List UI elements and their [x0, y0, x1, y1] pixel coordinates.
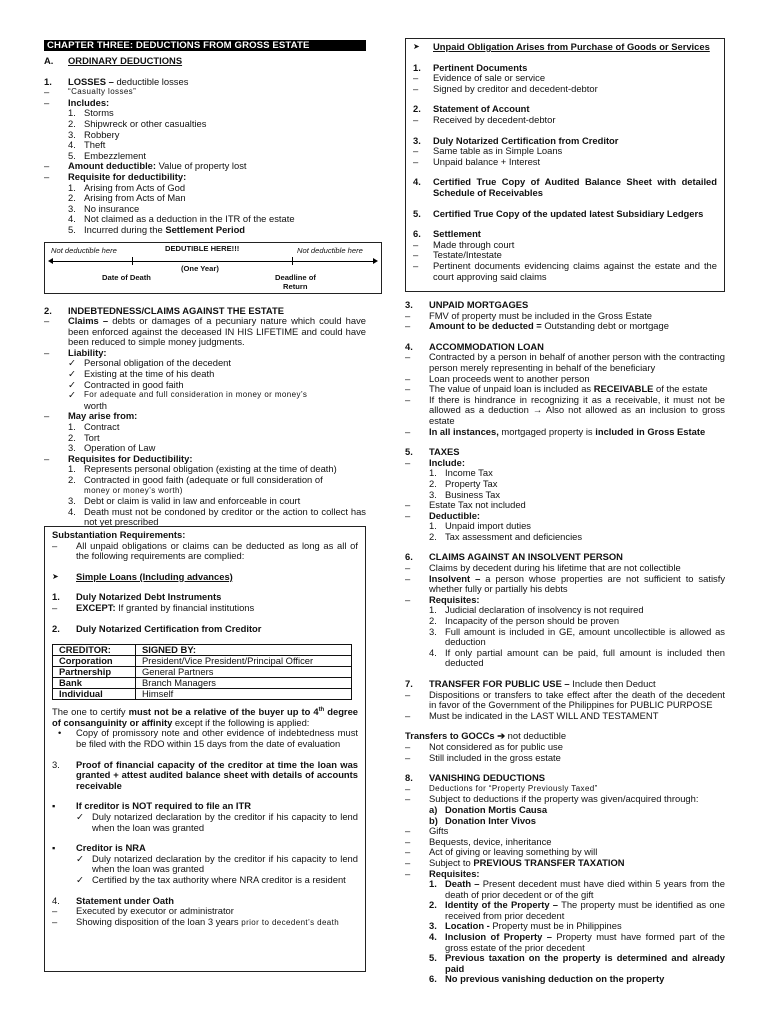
unpaid-item: 1. Pertinent Documents [413, 61, 528, 73]
bullet-line: – FMV of property must be included in the Gross Estate [405, 309, 653, 321]
check-icon: ✓ [76, 811, 84, 823]
list-item: 1. Income Tax [429, 467, 493, 479]
check-icon: ✓ [68, 368, 76, 380]
bullet-line: – Insolvent – a person whose properties are not sufficient to satisfy whether fully or partially his debts [405, 572, 726, 595]
bullet-dot-icon: • [58, 727, 62, 739]
check-icon: ✓ [76, 852, 84, 864]
square-bullet-icon: ▪ [52, 842, 56, 854]
unpaid-obligation-box [405, 38, 725, 292]
table-row: Individual Himself [53, 689, 352, 700]
list-item: 2. Identity of the Property – The property must be identified as one received from prior decedent [429, 899, 725, 921]
list-item: 1. Storms [68, 107, 114, 119]
bullet-line: – Requisites for Deductibility: [44, 452, 193, 464]
list-item: 1. Death – Present decedent must have died within 5 years from the death of prior decedent or of the gift [429, 878, 725, 900]
losses-requisites-list [44, 183, 366, 236]
section-a-heading: A. ORDINARY DEDUCTIONS [44, 55, 183, 66]
list-item: 2. Tax assessment and deficiencies [429, 530, 583, 542]
taxes-heading: 5. TAXES [405, 446, 460, 458]
bullet-line: – If there is hindrance in recognizing it as a receivable, it must not be allowed as a deduction → Also not allowed as an inclusion to gross estate [405, 393, 725, 426]
bullet-line: – Subject to deductions if the property was given/acquired through: [405, 793, 699, 805]
bullet-line: – Claims – debts or damages of a pecuniary nature which could have been enforced against the deceased IN HIS LIFETIME and could have been reduced to simple money judgments. [44, 315, 367, 348]
itr-heading: ▪ If creditor is NOT required to file an ITR [52, 800, 252, 812]
subst-item-2: 2. Duly Notarized Certification from Creditor [52, 622, 262, 634]
bullet-line: – Evidence of sale or service [413, 72, 546, 84]
bullet-line: – Amount deductible: Value of property lost [44, 160, 247, 172]
table-row: Corporation President/Vice President/Principal Officer [53, 656, 352, 667]
check-icon: ✓ [68, 378, 76, 390]
check-item: ✓ For adequate and full consideration in money or money’s [68, 389, 308, 401]
list-item: • Copy of promissory note and other evidence of indebtedness must be filed with the RDO within 15 days from the date of evaluation [58, 727, 358, 750]
deadline-label-line2: Return [283, 281, 308, 291]
right-column [405, 300, 725, 985]
left-arrow-icon [48, 258, 53, 264]
list-item: 2. Incapacity of the person should be proven [429, 615, 620, 627]
bullet-line: – Testate/Intestate [413, 249, 502, 261]
check-icon: ✓ [68, 357, 76, 369]
bullet-line: – Requisite for deductibility: [44, 170, 187, 182]
date-of-death-label: Date of Death [102, 272, 151, 282]
not-deductible-left-label: Not deductible here [51, 245, 117, 255]
losses-heading: 1. LOSSES – deductible losses [44, 75, 189, 87]
bullet-line: – Received by decedent-debtor [413, 113, 556, 125]
bullet-line: – Subject to PREVIOUS TRANSFER TAXATION [405, 856, 625, 868]
vanishing-heading: 8. VANISHING DEDUCTIONS [405, 772, 545, 784]
bullet-line: – Deductions for “Property Previously Taxed” [405, 782, 598, 794]
list-item: 4. If only partial amount can be paid, full amount is included then deducted [429, 646, 725, 669]
insolvent-heading: 6. CLAIMS AGAINST AN INSOLVENT PERSON [405, 551, 623, 563]
table-header-row: CREDITOR: SIGNED BY: [53, 645, 352, 656]
bullet-line: – Amount to be deducted = Outstanding debt or mortgage [405, 320, 669, 332]
bullet-line: – Made through court [413, 238, 515, 250]
list-item: 2. Shipwreck or other casualties [68, 117, 207, 129]
list-item: b) Donation Inter Vivos [429, 814, 536, 826]
not-deductible-right-label: Not deductible here [297, 245, 363, 255]
unpaid-item: 6. Settlement [413, 228, 481, 240]
list-item: 3. Location - Property must be in Philippines [429, 920, 622, 932]
left-column [44, 40, 366, 528]
bullet-line: – All unpaid obligations or claims can be deducted as long as all of the following requirements are complied: [52, 539, 358, 562]
list-item: 4. Death must not be condoned by creditor or the action to collect has not yet prescribed [68, 505, 366, 528]
check-item: ✓ Duly notarized declaration by the creditor if his capacity to lend when the loan was granted [76, 852, 358, 875]
creditor-signatory-table [52, 644, 352, 700]
accommodation-heading: 4. ACCOMMODATION LOAN [405, 340, 544, 352]
bullet-line: – Must be indicated in the LAST WILL AND TESTAMENT [405, 709, 659, 721]
substantiation-title: Substantiation Requirements: [52, 529, 186, 540]
bullet-line: – Still included in the gross estate [405, 751, 561, 763]
timeline-tick [132, 257, 133, 265]
arrow-bullet-icon: ➤ [413, 42, 420, 51]
substantiation-box [44, 526, 366, 972]
unpaid-item: 3. Duly Notarized Certification from Creditor [413, 134, 619, 146]
list-item: 4. Inclusion of Property – Property must have formed part of the gross estate of the prior decedent [429, 931, 726, 953]
bullet-line: – Signed by creditor and decedent-debtor [413, 82, 598, 94]
timeline-axis [51, 261, 375, 262]
unpaid-item: 4. Certified True Copy of Audited Balance Sheet with detailed Schedule of Receivables [413, 176, 717, 198]
bullet-line: – Contracted by a person in behalf of another person with the contracting person merely representing in behalf of the beneficiary [405, 351, 725, 373]
check-item: ✓ Contracted in good faith [68, 378, 184, 390]
list-item: 2. Property Tax [429, 477, 498, 489]
subst-item-4: 4. Statement under Oath [52, 894, 174, 906]
check-item: ✓ Certified by the tax authority where NRA creditor is a resident [76, 874, 346, 885]
bullet-line: – Dispositions or transfers to take effect after the death of the decedent in favor of the Government of the Philippines for PUBLIC PURPOSE [405, 688, 725, 711]
list-item: 4. Not claimed as a deduction in the ITR of the estate [68, 213, 295, 225]
bullet-line: – Includes: [44, 96, 110, 108]
list-item: 1. Arising from Acts of God [68, 181, 186, 193]
bullet-line: – Deductible: [405, 509, 481, 521]
bullet-line: – Requisites: [405, 867, 480, 879]
nra-heading: ▪ Creditor is NRA [52, 842, 146, 854]
list-item: 3. Operation of Law [68, 442, 156, 454]
mortgages-heading: 3. UNPAID MORTGAGES [405, 299, 529, 310]
bullet-line: – Not considered as for public use [405, 740, 563, 752]
settlement-period-timeline [44, 242, 382, 294]
list-item: 6. No previous vanishing deduction on the property [429, 973, 665, 985]
list-item: 1. Unpaid import duties [429, 520, 531, 532]
bullet-line: – Claims by decedent during his lifetime that are not collectible [405, 562, 681, 574]
arrow-bullet-icon: ➤ [52, 571, 59, 581]
bullet-line: – Include: [405, 456, 465, 468]
list-item: 3. No insurance [68, 202, 140, 214]
bullet-line: – Gifts [405, 825, 449, 837]
one-year-label: (One Year) [181, 263, 219, 273]
list-item: 2. Contracted in good faith (adequate or full consideration of [68, 474, 323, 485]
bullet-line: – Bequests, device, inheritance [405, 835, 552, 847]
check-item: ✓ Duly notarized declaration by the creditor if his capacity to lend when the loan was granted [76, 811, 358, 833]
losses-includes-list [44, 108, 366, 161]
deadline-label: Deadline of [275, 272, 316, 282]
list-item: 5. Embezzlement [68, 149, 147, 161]
chapter-title: CHAPTER THREE: DEDUCTIONS FROM GROSS ESTATE [44, 40, 366, 51]
list-item: 2. Arising from Acts of Man [68, 192, 186, 204]
list-item: 3. Debt or claim is valid in law and enforceable in court [68, 495, 301, 507]
relative-rule-paragraph: The one to certify must not be a relative of the buyer up to 4th degree of consanguinity or affinity except if the following is applied: [52, 706, 358, 728]
bullet-line: – Estate Tax not included [405, 499, 526, 511]
list-item: 3. Robbery [68, 128, 120, 140]
list-item: 1. Represents personal obligation (existing at the time of death) [68, 463, 337, 475]
square-bullet-icon: ▪ [52, 800, 56, 812]
table-row: Bank Branch Managers [53, 678, 352, 689]
list-item: 3. Full amount is included in GE, amount uncollectible is allowed as deduction [429, 625, 725, 648]
check-item-cont: worth [84, 399, 107, 411]
list-item: 1. Judicial declaration of insolvency is not required [429, 604, 644, 616]
list-item: 3. Business Tax [429, 488, 501, 500]
check-icon: ✓ [76, 874, 84, 885]
bullet-line: – Requisites: [405, 593, 480, 605]
goccs-heading: Transfers to GOCCs ➔ not deductible [405, 730, 567, 742]
public-use-heading: 7. TRANSFER FOR PUBLIC USE – Include then Deduct [405, 678, 656, 689]
list-item: 1. Contract [68, 421, 120, 433]
bullet-line: – Pertinent documents evidencing claims against the estate and the court approving said claims [413, 259, 717, 282]
bullet-line: – May arise from: [44, 410, 138, 422]
list-item-cont: money or money’s worth) [84, 485, 183, 495]
table-row: Partnership General Partners [53, 667, 352, 678]
subst-item-1: 1. Duly Notarized Debt Instruments [52, 591, 222, 603]
check-icon: ✓ [68, 389, 76, 401]
simple-loans-heading: ➤ Simple Loans (Including advances) [52, 570, 233, 582]
bullet-line: – “Casualty losses” [44, 86, 137, 98]
unpaid-title: ➤ Unpaid Obligation Arises from Purchase of Goods or Services [413, 41, 710, 52]
list-item: 5. Incurred during the Settlement Period [68, 223, 246, 235]
bullet-line: – EXCEPT: If granted by financial institutions [52, 601, 255, 613]
right-arrow-icon: ➔ [497, 730, 506, 742]
bullet-line: – Unpaid balance + Interest [413, 155, 541, 167]
bullet-line: – Executed by executor or administrator [52, 905, 234, 917]
check-item: ✓ Personal obligation of the decedent [68, 357, 231, 369]
list-item: 2. Tort [68, 431, 100, 443]
check-item: ✓ Existing at the time of his death [68, 368, 215, 380]
unpaid-item: 2. Statement of Account [413, 103, 530, 115]
deductible-here-label: DEDUTIBLE HERE!!! [165, 243, 240, 253]
list-item: 5. Previous taxation on the property is determined and already paid [429, 952, 725, 974]
timeline-tick [292, 257, 293, 265]
subst-item-3: 3. Proof of financial capacity of the creditor at time the loan was granted + attest audited balance sheet with details of accounts receivable [52, 758, 358, 791]
bullet-line: – Liability: [44, 346, 107, 358]
bullet-line: – Showing disposition of the loan 3 years prior to decedent’s death [52, 915, 340, 927]
indebtedness-heading: 2. INDEBTEDNESS/CLAIMS AGAINST THE ESTATE [44, 304, 284, 316]
bullet-line: – The value of unpaid loan is included as RECEIVABLE of the estate [405, 383, 708, 395]
bullet-line: – In all instances, mortgaged property is included in Gross Estate [405, 425, 706, 437]
unpaid-item: 5. Certified True Copy of the updated latest Subsidiary Ledgers [413, 207, 704, 219]
bullet-line: – Same table as in Simple Loans [413, 145, 563, 157]
list-item: a) Donation Mortis Causa [429, 803, 548, 815]
bullet-line: – Act of giving or leaving something by will [405, 846, 598, 858]
list-item: 4. Theft [68, 139, 106, 151]
bullet-line: – Loan proceeds went to another person [405, 372, 590, 384]
right-arrow-icon [373, 258, 378, 264]
